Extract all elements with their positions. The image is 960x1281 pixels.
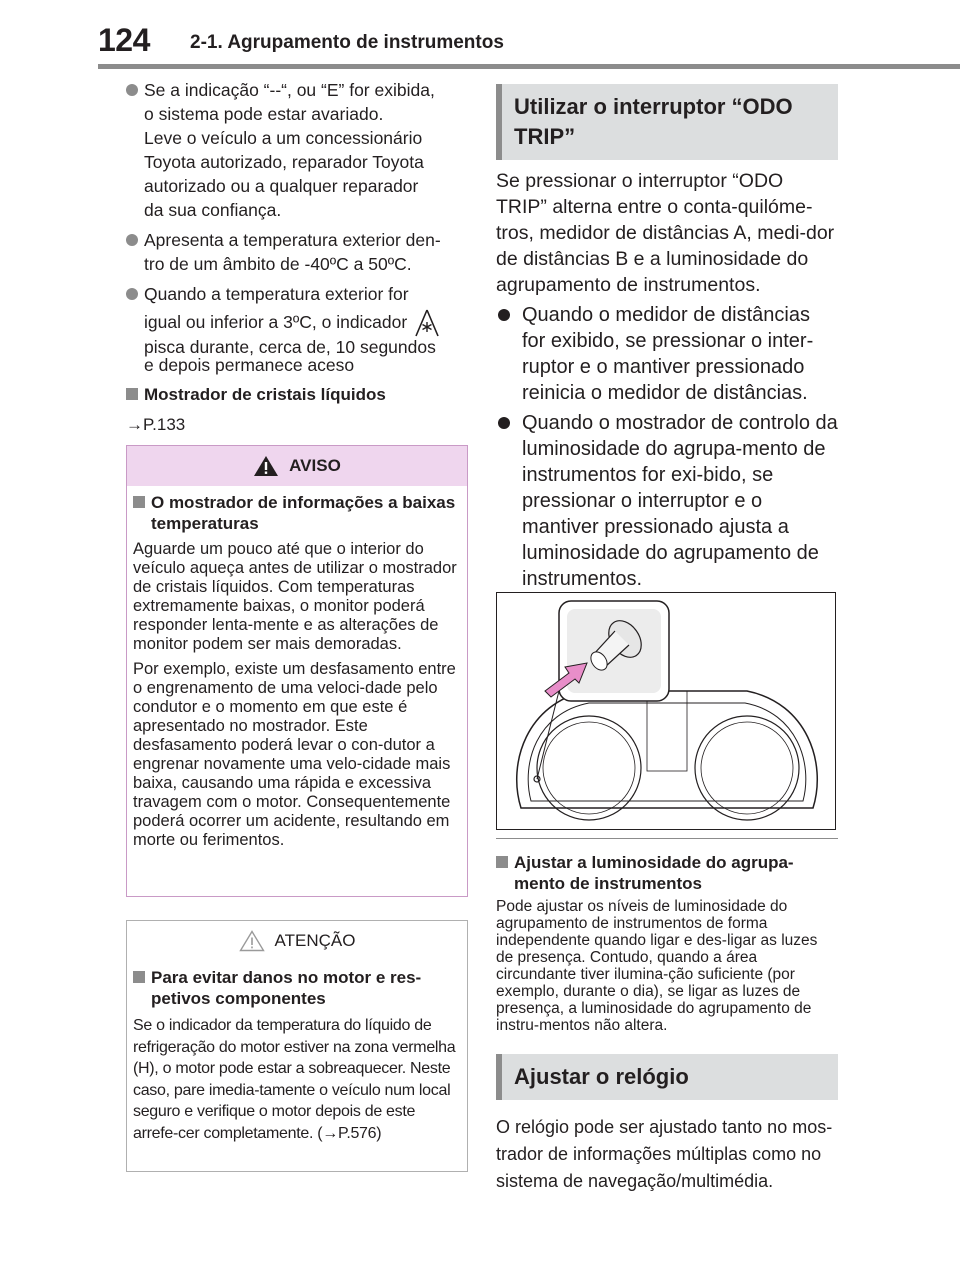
square-bullet-icon bbox=[126, 388, 138, 400]
caution-triangle-icon bbox=[239, 930, 265, 952]
warning-title: AVISO bbox=[289, 456, 341, 475]
lcd-heading-text: Mostrador de cristais líquidos bbox=[144, 385, 386, 405]
warning-box bbox=[126, 445, 468, 897]
warning-triangle-icon bbox=[253, 455, 279, 477]
bullet-dot-icon bbox=[126, 234, 138, 246]
bullet-line: Se a indicação “--“, ou “E” for exibida, bbox=[144, 80, 435, 100]
ice-warning-icon bbox=[414, 308, 440, 338]
caution-box bbox=[126, 920, 468, 1172]
lcd-heading bbox=[126, 384, 468, 405]
caution-heading bbox=[133, 967, 461, 1009]
warning-paragraph: Aguarde um pouco até que o interior do veículo aqueça antes de utilizar o mostrador de cristais líquidos. Com temperaturas extremamente baixas, o monitor poderá responder lenta-mente e as alterações de monitor podem ser mais demoradas. bbox=[133, 540, 457, 653]
page-number: 124 bbox=[98, 22, 150, 58]
bullet-line-with-icon bbox=[144, 306, 468, 338]
bullet-line: Quando a temperatura exterior for bbox=[144, 284, 409, 304]
right-column-lower bbox=[496, 842, 838, 1195]
caution-heading-text: Para evitar danos no motor e res-petivos componentes bbox=[151, 968, 422, 1008]
brightness-heading bbox=[496, 852, 838, 894]
figure-rule bbox=[496, 838, 838, 839]
square-bullet-icon bbox=[496, 856, 508, 868]
right-column bbox=[496, 84, 838, 592]
page-header bbox=[0, 0, 960, 70]
bullet-line: tro de um âmbito de -40ºC a 50ºC. bbox=[144, 254, 412, 274]
bullet-line: pisca durante, cerca de, 10 segundos bbox=[144, 337, 436, 358]
bullet-line: da sua confiança. bbox=[144, 200, 282, 220]
square-bullet-icon bbox=[133, 971, 145, 983]
bullet-line: igual ou inferior a 3ºC, o indicador bbox=[144, 312, 408, 332]
bullet-line: Leve o veículo a um concessionário bbox=[144, 128, 423, 148]
header-rule bbox=[98, 64, 960, 69]
left-column bbox=[126, 78, 468, 435]
odo-trip-switch-illustration bbox=[497, 593, 835, 829]
instrument-cluster-illustration bbox=[496, 592, 836, 830]
warning-heading-text: O mostrador de informações a baixas temperaturas bbox=[151, 493, 456, 533]
bullet-line: e depois permanece aceso bbox=[144, 355, 355, 376]
list-item bbox=[496, 302, 838, 406]
clock-text: O relógio pode ser ajustado tanto no mos-trador de informações múltiplas como no sistema de navegação/multimédia. bbox=[496, 1117, 833, 1191]
caution-title: ATENÇÃO bbox=[274, 931, 356, 950]
square-bullet-icon bbox=[133, 496, 145, 508]
bullet-dot-icon bbox=[126, 84, 138, 96]
bullet-line: Apresenta a temperatura exterior den- bbox=[144, 230, 441, 250]
bullet-text: Quando o mostrador de controlo da luminosidade do agrupa-mento de instrumentos for exi-bido, se pressionar o interruptor e o mantiver pressionado ajusta a luminosidade do agrupamento de instrumentos. bbox=[522, 412, 838, 590]
list-item bbox=[126, 282, 468, 374]
odo-trip-heading-text: Utilizar o interruptor “ODO TRIP” bbox=[514, 94, 793, 149]
list-item bbox=[496, 410, 838, 592]
brightness-heading-text: Ajustar a luminosidade do agrupa-mento de instrumentos bbox=[514, 853, 794, 893]
page-reference: →P.133 bbox=[126, 415, 186, 435]
bullet-dot-icon bbox=[498, 417, 510, 429]
brightness-text: Pode ajustar os níveis de luminosidade do agrupamento de instrumentos de forma independente quando ligar e des-ligar as luzes de presença. Contudo, quando a área circundante tiver ilumina-ção suficiente (por exemplo, durante o dia), se ligar as luzes de presença, a luminosidade do agrupamento de instru-mentos não altera. bbox=[496, 898, 818, 1034]
bullet-line: Toyota autorizado, reparador Toyota bbox=[144, 152, 424, 172]
section-title: 2-1. Agrupamento de instrumentos bbox=[190, 32, 504, 53]
bullet-text: Quando o medidor de distâncias for exibido, se pressionar o inter-ruptor e o mantiver pressionado reinicia o medidor de distâncias. bbox=[522, 304, 814, 404]
caution-paragraph: Se o indicador da temperatura do líquido de refrigeração do motor estiver na zona vermelha (H), o motor pode estar a sobreaquecer. Neste caso, pare imedia-tamente o veículo num local seguro e verifique o motor depois de este arrefe-cer completamente. (→P.576) bbox=[133, 1017, 456, 1142]
clock-heading-text: Ajustar o relógio bbox=[514, 1064, 689, 1089]
list-item bbox=[126, 228, 468, 276]
clock-heading bbox=[496, 1054, 838, 1100]
warning-paragraph: Por exemplo, existe um desfasamento entre o engrenamento de uma veloci-dade pelo condutor e o momento em que este é apresentado no mostrador. Este desfasamento poderá levar o con-dutor a engrenar novamente uma velo-cidade mais baixa, causando uma rápida e excessiva travagem com o motor. Consequentemente poderá ocorrer um acidente, resultando em morte ou ferimentos. bbox=[133, 660, 456, 849]
list-item bbox=[126, 78, 468, 222]
bullet-dot-icon bbox=[126, 288, 138, 300]
bullet-line: autorizado ou a qualquer reparador bbox=[144, 176, 419, 196]
caution-header bbox=[127, 921, 467, 961]
warning-heading bbox=[133, 492, 461, 534]
odo-trip-text: Se pressionar o interruptor “ODO TRIP” alterna entre o conta-quilóme-tros, medidor de distâncias A, medi-dor de distâncias B e a luminosidade do agrupamento de instrumentos. bbox=[496, 170, 835, 296]
warning-header bbox=[127, 446, 467, 486]
bullet-line: o sistema pode estar avariado. bbox=[144, 104, 384, 124]
bullet-dot-icon bbox=[498, 309, 510, 321]
odo-trip-heading bbox=[496, 84, 838, 160]
